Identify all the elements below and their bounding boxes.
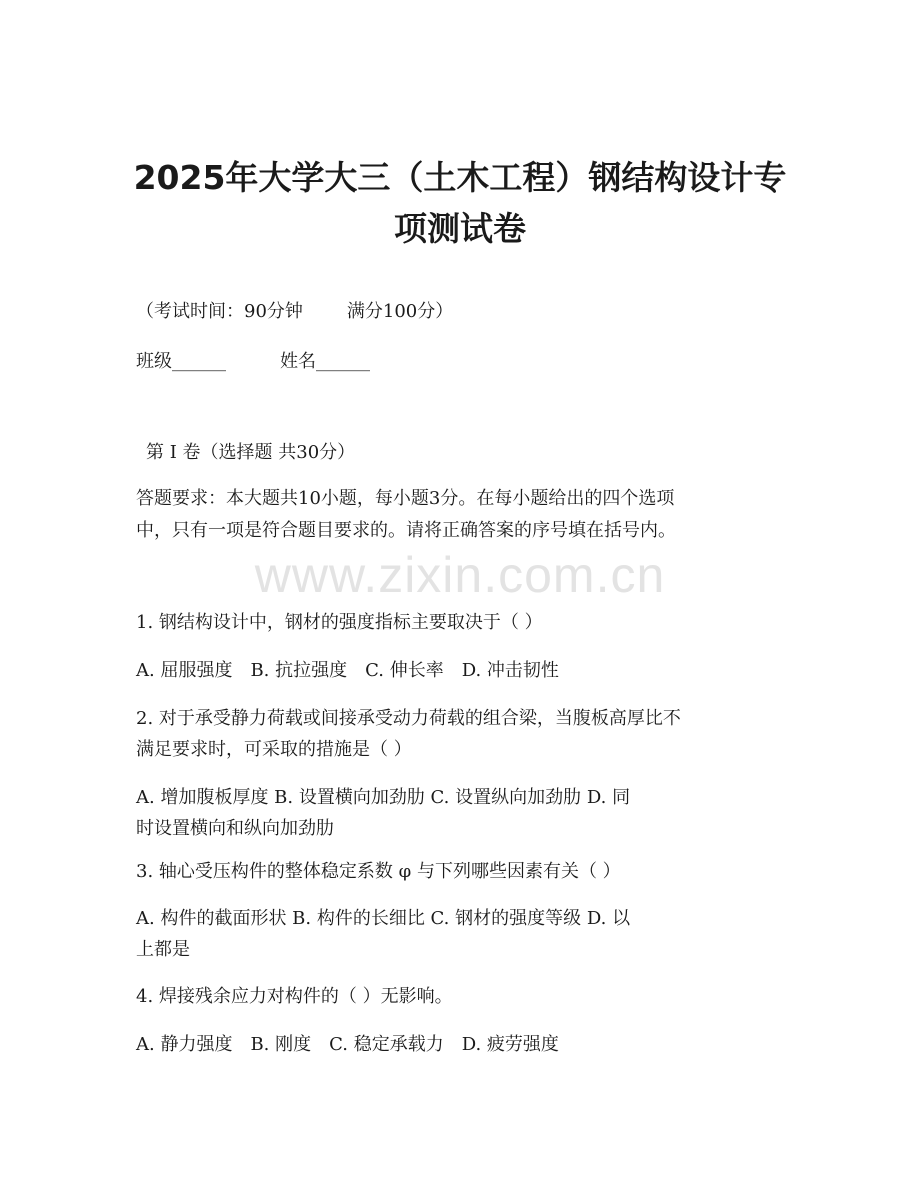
- instructions-line-1: 答题要求：本大题共10小题，每小题3分。在每小题给出的四个选项: [136, 488, 675, 509]
- exam-title-line-2: 项测试卷: [394, 209, 526, 248]
- question-3-options-line-2: 上都是: [136, 939, 190, 960]
- exam-time: （考试时间：90分钟: [136, 301, 303, 322]
- exam-title-line-1: 2025年大学大三（土木工程）钢结构设计专: [133, 158, 787, 197]
- watermark-text: www.zixin.com.cn: [254, 547, 666, 603]
- question-4-stem: 4. 焊接残余应力对构件的（ ）无影响。: [136, 986, 453, 1007]
- question-1-stem: 1. 钢结构设计中，钢材的强度指标主要取决于（ ）: [136, 612, 543, 633]
- name-field-label: 姓名______: [280, 351, 370, 372]
- question-3-stem: 3. 轴心受压构件的整体稳定系数 φ 与下列哪些因素有关（ ）: [136, 861, 621, 882]
- section-heading: 第 I 卷（选择题 共30分）: [146, 442, 356, 463]
- option-c: C. 伸长率: [365, 660, 444, 681]
- option-b: B. 刚度: [250, 1034, 312, 1055]
- question-2-stem-line-2: 满足要求时，可采取的措施是（ ）: [136, 739, 412, 760]
- exam-info: [136, 298, 453, 326]
- question-1-options: [136, 657, 559, 685]
- question-2-stem-line-1: 2. 对于承受静力荷载或间接承受动力荷载的组合梁，当腹板高厚比不: [136, 708, 681, 729]
- option-a: A. 静力强度: [136, 1034, 233, 1055]
- exam-full-score: 满分100分）: [346, 301, 454, 322]
- question-4-options: [136, 1031, 559, 1059]
- instructions-line-2: 中，只有一项是符合题目要求的。请将正确答案的序号填在括号内。: [136, 520, 676, 541]
- option-d: D. 疲劳强度: [461, 1034, 559, 1055]
- option-c: C. 稳定承载力: [329, 1034, 444, 1055]
- question-2-options-line-1: A. 增加腹板厚度 B. 设置横向加劲肋 C. 设置纵向加劲肋 D. 同: [136, 787, 631, 808]
- option-a: A. 屈服强度: [136, 660, 233, 681]
- question-2-options-line-2: 时设置横向和纵向加劲肋: [136, 818, 334, 839]
- question-3-options-line-1: A. 构件的截面形状 B. 构件的长细比 C. 钢材的强度等级 D. 以: [136, 908, 631, 929]
- option-d: D. 冲击韧性: [461, 660, 559, 681]
- option-b: B. 抗拉强度: [250, 660, 348, 681]
- student-info: [136, 348, 370, 376]
- class-field-label: 班级______: [136, 351, 226, 372]
